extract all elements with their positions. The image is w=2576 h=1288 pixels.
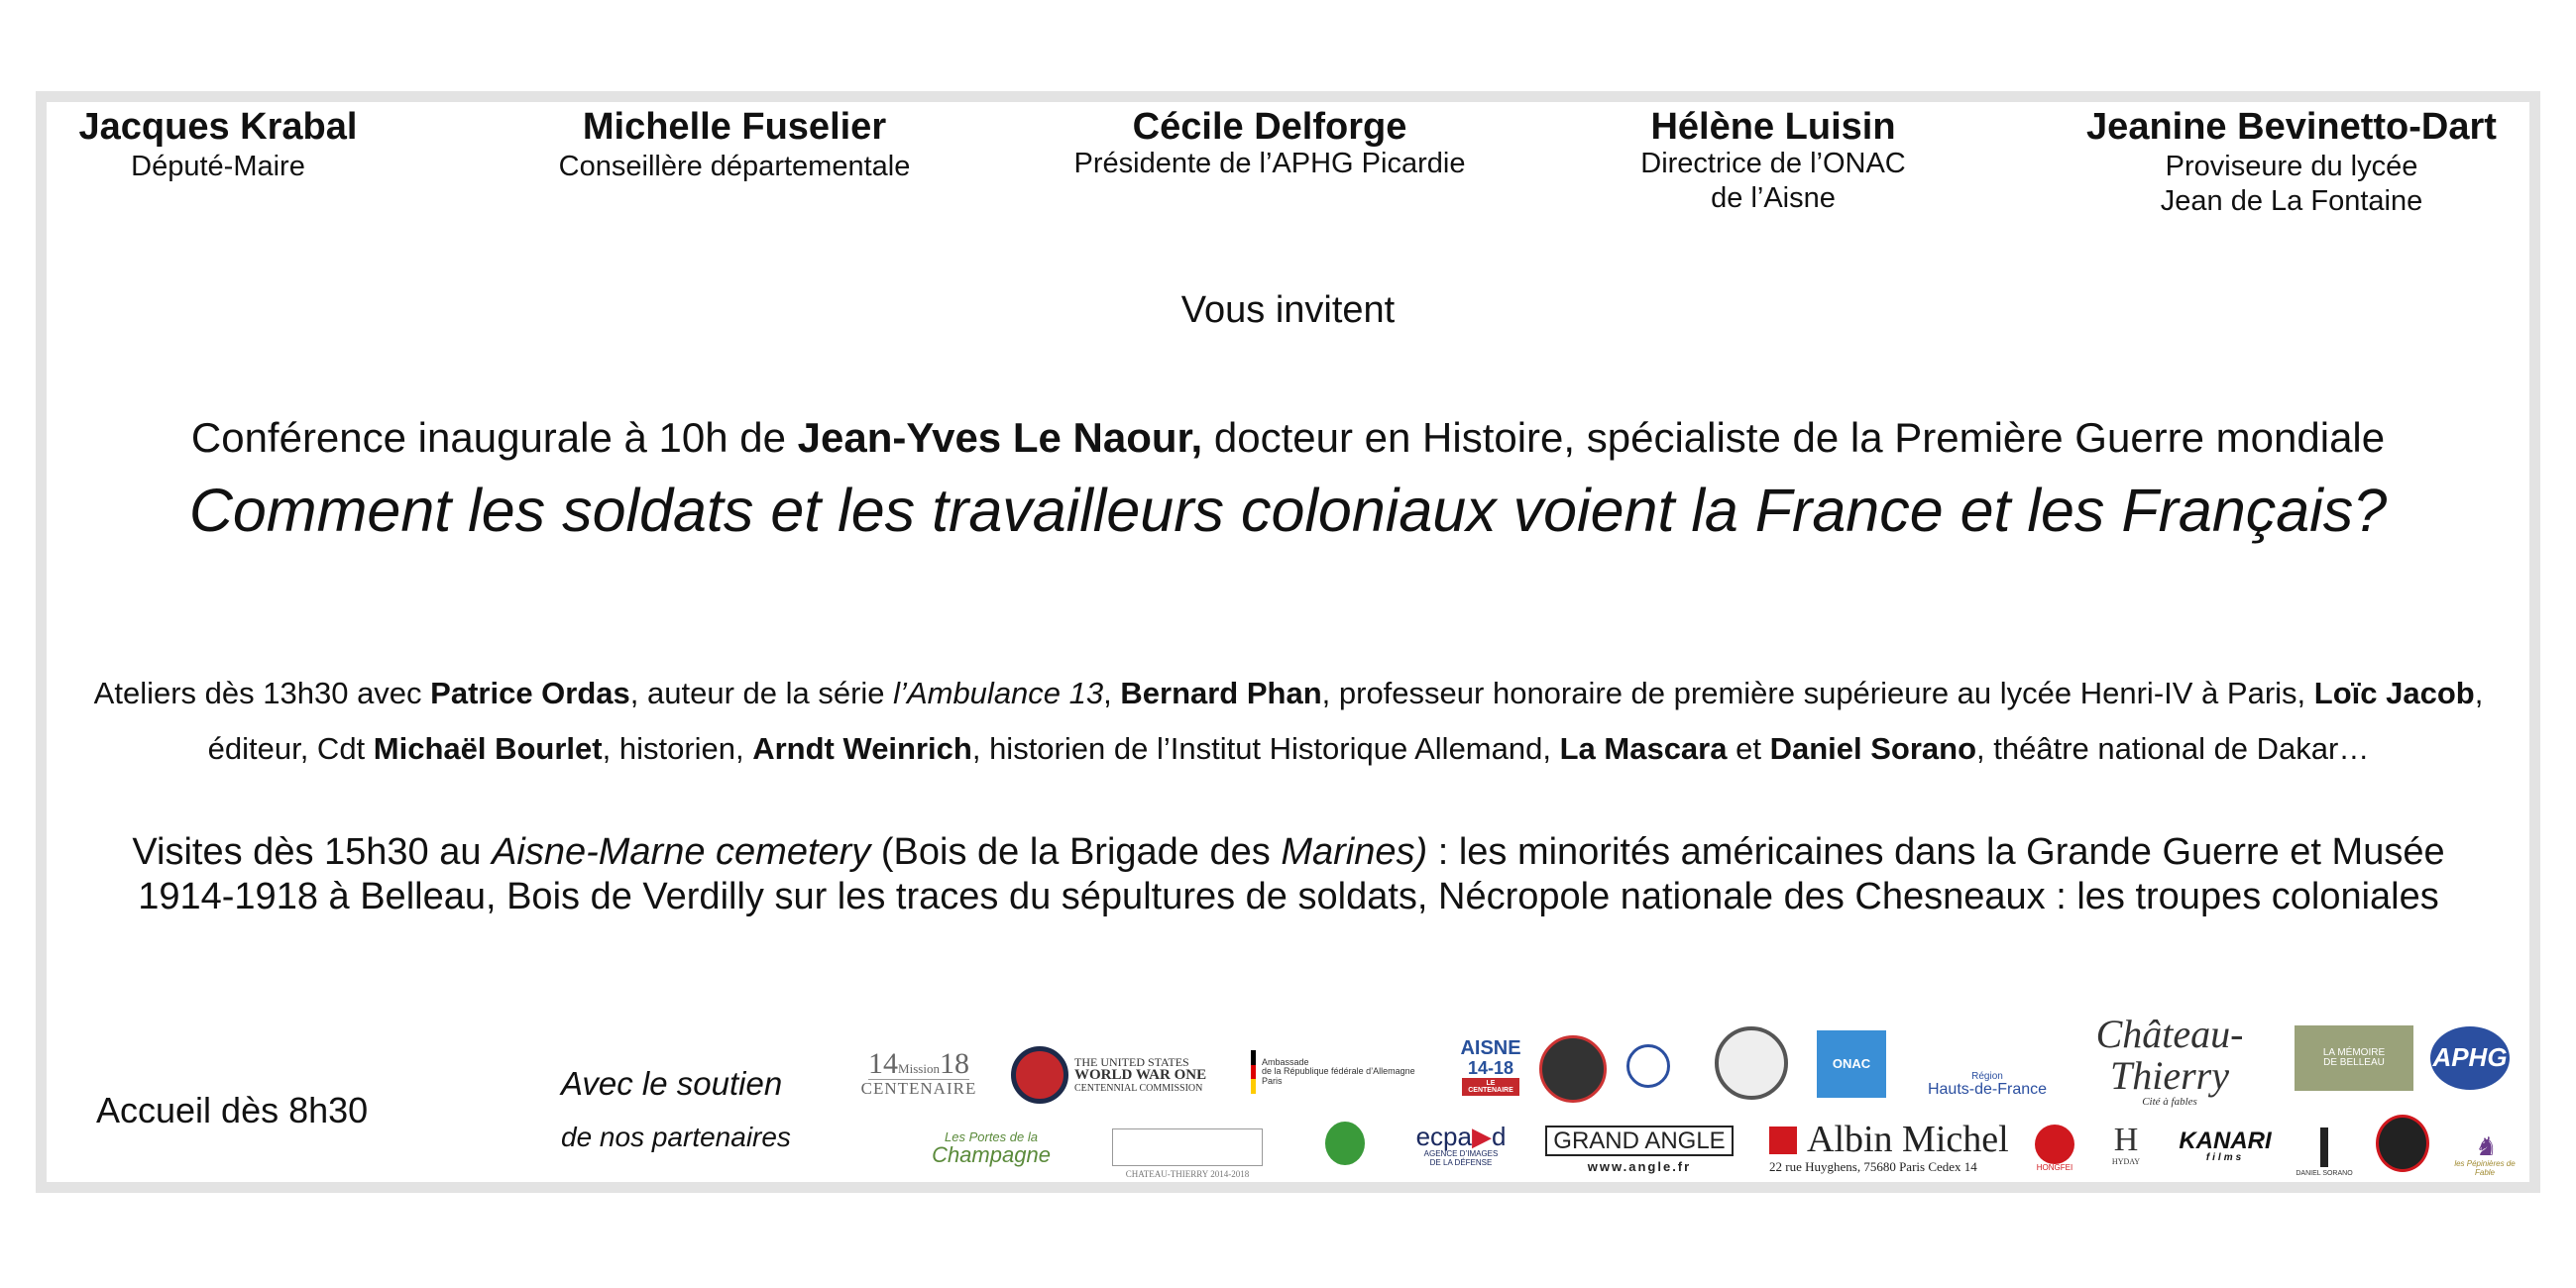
- logo-albin-michel: Albin Michel 22 rue Huyghens, 75680 Paris Cedex 14: [1769, 1119, 2009, 1175]
- host-role: Présidente de l’APHG Picardie: [1073, 148, 1466, 179]
- host-role: Proviseure du lycée: [2165, 151, 2418, 182]
- conference-line: [0, 414, 2576, 462]
- visites-text: Visites dès 15h30 au: [132, 831, 493, 873]
- ateliers-person: Bernard Phan: [1120, 676, 1322, 710]
- logo-hyday: H HYDAY: [2111, 1121, 2141, 1166]
- logo-ambassade-allemagne: Ambassade de la République fédérale d’Allemagne Paris: [1251, 1042, 1424, 1102]
- logo-memoire-belleau: LA MÉMOIRE DE BELLEAU: [2295, 1025, 2413, 1091]
- host-krabal: [0, 104, 456, 184]
- logo-monument-seal: [1715, 1026, 1788, 1100]
- host-name: Michelle Fuselier: [582, 106, 887, 148]
- monument-icon: [1112, 1128, 1263, 1166]
- logo-aisne-1418: AISNE 14-18 LE CENTENAIRE: [1462, 1033, 1519, 1101]
- education-icon: [1626, 1044, 1670, 1088]
- logo-mission-centenaire: 14Mission18 CENTENAIRE: [860, 1046, 977, 1099]
- visites-paragraph: [84, 830, 2493, 919]
- logo-tree: [1316, 1108, 1374, 1179]
- ateliers-text: et: [1727, 731, 1770, 766]
- ateliers-text: ,: [1103, 676, 1121, 710]
- tree-icon: [1325, 1122, 1365, 1165]
- conference-prefix: Conférence inaugurale à 10h de: [190, 414, 798, 461]
- ateliers-person: Daniel Sorano: [1769, 731, 1977, 766]
- host-role-line2: de l’Aisne: [1711, 182, 1836, 214]
- logo-onac: ONAC: [1817, 1030, 1886, 1098]
- sorano-icon: [2320, 1127, 2328, 1167]
- ateliers-text: , théâtre national de Dakar…: [1976, 731, 2370, 766]
- albin-square-icon: [1769, 1127, 1797, 1154]
- logo-ecpad: ecpa▶d AGENCE D’IMAGES DE LA DÉFENSE: [1415, 1121, 1507, 1167]
- host-role-line2: Jean de La Fontaine: [2160, 185, 2423, 217]
- host-role: Directrice de l’ONAC: [1640, 148, 1906, 179]
- ateliers-text: , historien,: [602, 731, 753, 766]
- host-fuselier: [497, 104, 972, 184]
- logo-helmet-1418: [1539, 1035, 1607, 1103]
- ateliers-text: , auteur de la série: [629, 676, 894, 710]
- wwi-seal-icon: [1011, 1046, 1068, 1104]
- ateliers-person: Loïc Jacob: [2313, 676, 2475, 710]
- ateliers-person: La Mascara: [1559, 731, 1728, 766]
- visites-text: (Bois de la Brigade des: [870, 831, 1282, 873]
- host-name: Jeanine Bevinetto-Dart: [2086, 106, 2497, 148]
- logo-pepinieres-fable: ♞ les Pépinières de Fable: [2454, 1130, 2516, 1177]
- visites-place: Marines): [1281, 831, 1428, 873]
- accueil-text: Accueil dès 8h30: [96, 1090, 369, 1130]
- logo-marianne-education: [1614, 1033, 1683, 1099]
- logo-portes-champagne: Les Portes de la Champagne: [932, 1128, 1051, 1168]
- logo-daniel-sorano: DANIEL SORANO: [2290, 1112, 2359, 1177]
- logo-grand-angle: GRAND ANGLE www.angle.fr: [1540, 1120, 1738, 1179]
- host-name: Jacques Krabal: [78, 106, 358, 148]
- ateliers-text: , historien de l’Institut Historique Allemand,: [971, 731, 1560, 766]
- logo-la-mascara: [2371, 1108, 2434, 1179]
- conference-suffix: docteur en Histoire, spécialiste de la Première Guerre mondiale: [1202, 414, 2386, 461]
- ateliers-paragraph: [89, 666, 2488, 777]
- host-bevinetto: [2054, 104, 2529, 219]
- invite-text: Vous invitent: [1180, 289, 1396, 331]
- ateliers-person: Arndt Weinrich: [752, 731, 972, 766]
- visites-text: : les minorités américaines dans la Grande Guerre et Musée 1914-1918 à Belleau, Bois de Verdilly sur les traces du sépultures de soldats, Nécropole nationale des Chesneaux : les troupes coloniales: [138, 831, 2445, 917]
- logo-hongfei: HONGFEI: [2027, 1118, 2082, 1179]
- soutien-line2: de nos partenaires: [561, 1122, 791, 1152]
- logo-kanari-films: KANARI films: [2179, 1127, 2272, 1164]
- ateliers-text: Ateliers dès 13h30 avec: [93, 676, 431, 710]
- visites-place: Aisne-Marne cemetery: [492, 831, 871, 873]
- hongfei-icon: [2035, 1125, 2074, 1164]
- conference-title: Comment les soldats et les travailleurs coloniaux voient la France et les Français?: [188, 477, 2388, 544]
- ateliers-series: l’Ambulance 13: [893, 676, 1104, 710]
- ateliers-person: Michaël Bourlet: [373, 731, 603, 766]
- logo-chateau-thierry: Château-Thierry Cité à fables: [2095, 1012, 2244, 1109]
- ateliers-person: Patrice Ordas: [430, 676, 630, 710]
- ateliers-text: , professeur honoraire de première supérieure au lycée Henri-IV à Paris,: [1321, 676, 2314, 710]
- host-luisin: [1535, 104, 2011, 216]
- ateliers-text: , éditeur, Cdt: [207, 676, 2484, 766]
- logo-region-hdf: Région Hauts-de-France: [1927, 1070, 2048, 1099]
- host-name: Cécile Delforge: [1132, 106, 1407, 148]
- host-delforge: [1032, 104, 1508, 181]
- fable-figure-icon: ♞: [2473, 1130, 2497, 1161]
- host-name: Hélène Luisin: [1650, 106, 1896, 148]
- german-flag-icon: [1251, 1050, 1256, 1094]
- host-role: Député-Maire: [131, 151, 305, 182]
- conference-speaker: Jean-Yves Le Naour,: [797, 414, 1203, 461]
- logo-chateau-thierry-2014-2018: CHATEAU-THIERRY 2014-2018: [1093, 1114, 1282, 1179]
- mascara-icon: [2376, 1115, 2429, 1172]
- soutien-line1: Avec le soutien: [561, 1065, 783, 1102]
- host-role: Conseillère départementale: [558, 151, 911, 182]
- logo-aphg: APHG: [2430, 1026, 2510, 1090]
- logo-us-wwi-commission: THE UNITED STATES WORLD WAR ONE CENTENNIAL COMMISSION: [1011, 1040, 1229, 1110]
